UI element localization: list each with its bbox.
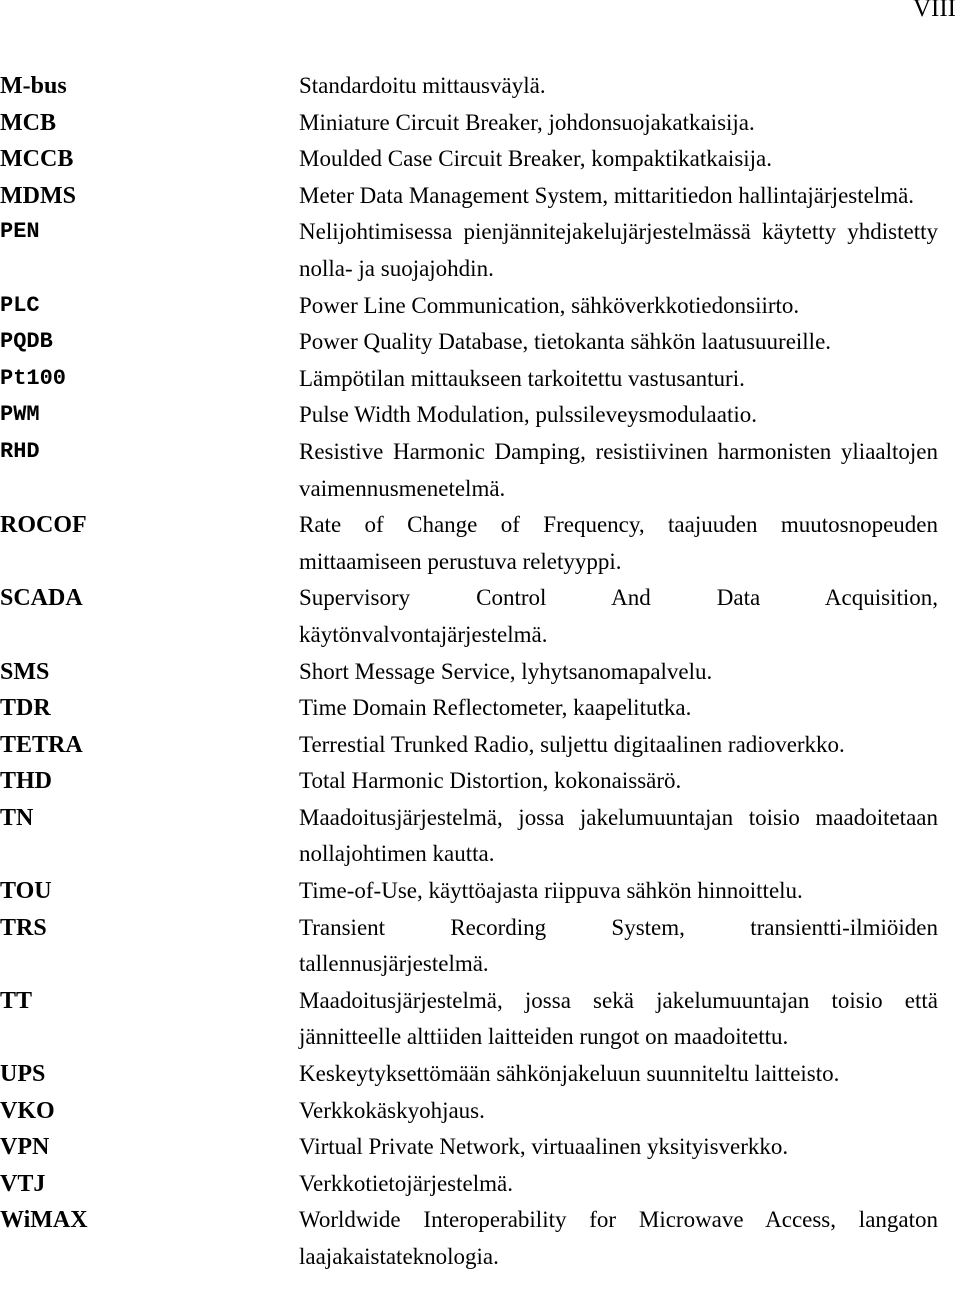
abbreviation-term: SMS <box>0 658 50 685</box>
abbreviation-definition: Total Harmonic Distortion, kokonaissärö. <box>299 768 682 794</box>
abbreviation-definition: Nelijohtimisessa pienjännitejakelujärjestelmässä käytetty yhdistetty nolla- ja suojajohdin. <box>299 219 938 281</box>
abbreviation-entry <box>0 434 938 507</box>
abbreviation-definition: Rate of Change of Frequency, taajuuden muutosnopeuden mittaamiseen perustuva reletyyppi. <box>299 512 938 574</box>
abbreviation-term: WiMAX <box>0 1207 88 1234</box>
abbreviation-entry <box>0 1093 938 1130</box>
abbreviation-term: TOU <box>0 878 52 905</box>
abbreviation-definition: Verkkotietojärjestelmä. <box>299 1170 513 1196</box>
abbreviation-definition: Terrestial Trunked Radio, suljettu digitaalinen radioverkko. <box>299 731 845 757</box>
abbreviation-term: MCB <box>0 109 56 136</box>
abbreviation-definition: Worldwide Interoperability for Microwave Access, langaton laajakaistateknologia. <box>299 1207 938 1269</box>
abbreviation-entry <box>0 141 938 178</box>
abbreviation-entry <box>0 397 938 434</box>
abbreviation-term: PQDB <box>0 329 53 355</box>
abbreviation-entry <box>0 983 938 1056</box>
abbreviation-definition: Miniature Circuit Breaker, johdonsuojakatkaisija. <box>299 109 755 135</box>
abbreviation-definition: Virtual Private Network, virtuaalinen yksityisverkko. <box>299 1134 789 1160</box>
abbreviation-term: MDMS <box>0 182 76 209</box>
abbreviation-definition: Time-of-Use, käyttöajasta riippuva sähkön hinnoittelu. <box>299 878 803 904</box>
abbreviation-term: UPS <box>0 1061 46 1088</box>
abbreviation-entry <box>0 507 938 580</box>
abbreviation-definition: Verkkokäskyohjaus. <box>299 1097 485 1123</box>
abbreviation-entry <box>0 324 938 361</box>
abbreviation-entry <box>0 690 938 727</box>
abbreviation-entry <box>0 654 938 691</box>
abbreviation-entry <box>0 580 938 653</box>
abbreviation-definition: Supervisory Control And Data Acquisition, käytönvalvontajärjestelmä. <box>299 585 938 647</box>
abbreviation-term: PWM <box>0 402 40 428</box>
abbreviation-definition: Short Message Service, lyhytsanomapalvelu. <box>299 658 713 684</box>
abbreviation-entry <box>0 361 938 398</box>
abbreviation-entry <box>0 800 938 873</box>
abbreviation-term: M-bus <box>0 73 67 99</box>
abbreviation-definition: Resistive Harmonic Damping, resistiivinen harmonisten yliaaltojen vaimennusmenetelmä. <box>299 438 938 501</box>
abbreviation-definition: Meter Data Management System, mittaritiedon hallintajärjestelmä. <box>299 182 915 208</box>
abbreviation-term: Pt100 <box>0 365 67 391</box>
abbreviation-entry <box>0 1129 938 1166</box>
abbreviation-definition: Maadoitusjärjestelmä, jossa sekä jakelumuuntajan toisio että jännitteelle alttiiden laitteiden rungot on maadoitettu. <box>299 987 938 1050</box>
abbreviation-list <box>0 68 938 1276</box>
abbreviation-definition: Pulse Width Modulation, pulssileveysmodulaatio. <box>299 402 757 428</box>
abbreviation-entry <box>0 1202 938 1275</box>
abbreviation-entry <box>0 214 938 287</box>
abbreviation-term: TETRA <box>0 731 83 758</box>
page-number: VIII <box>912 0 956 22</box>
abbreviation-term: TRS <box>0 914 47 941</box>
abbreviation-term: PLC <box>0 292 40 318</box>
abbreviation-term: TN <box>0 804 34 831</box>
abbreviation-term: VPN <box>0 1134 50 1161</box>
abbreviation-definition: Power Quality Database, tietokanta sähkön laatusuureille. <box>299 329 832 355</box>
abbreviation-entry <box>0 68 938 105</box>
abbreviation-definition: Standardoitu mittausväylä. <box>299 73 546 98</box>
abbreviation-entry <box>0 1166 938 1203</box>
abbreviation-definition: Transient Recording System, transientti-ilmiöiden tallennusjärjestelmä. <box>299 914 938 977</box>
abbreviation-entry <box>0 873 938 910</box>
abbreviation-entry <box>0 288 938 325</box>
abbreviation-term: VTJ <box>0 1170 46 1197</box>
abbreviation-term: TT <box>0 987 33 1014</box>
abbreviation-definition: Maadoitusjärjestelmä, jossa jakelumuuntajan toisio maadoitetaan nollajohtimen kautta. <box>299 804 938 867</box>
abbreviation-definition: Lämpötilan mittaukseen tarkoitettu vastusanturi. <box>299 365 745 391</box>
abbreviation-entry <box>0 910 938 983</box>
abbreviation-entry <box>0 763 938 800</box>
abbreviation-term: VKO <box>0 1097 55 1124</box>
abbreviation-definition: Time Domain Reflectometer, kaapelitutka. <box>299 695 692 721</box>
abbreviation-definition: Keskeytyksettömään sähkönjakeluun suunniteltu laitteisto. <box>299 1061 840 1087</box>
abbreviation-term: TDR <box>0 695 51 722</box>
abbreviation-definition: Moulded Case Circuit Breaker, kompaktikatkaisija. <box>299 146 773 172</box>
abbreviation-term: RHD <box>0 438 40 464</box>
abbreviation-term: SCADA <box>0 585 83 612</box>
abbreviation-entry <box>0 1056 938 1093</box>
abbreviation-entry <box>0 105 938 142</box>
abbreviation-entry <box>0 178 938 215</box>
abbreviation-term: THD <box>0 768 53 795</box>
abbreviation-entry <box>0 727 938 764</box>
abbreviation-term: PEN <box>0 219 40 245</box>
abbreviation-definition: Power Line Communication, sähköverkkotiedonsiirto. <box>299 292 800 318</box>
abbreviation-term: MCCB <box>0 146 74 173</box>
abbreviation-term: ROCOF <box>0 512 87 539</box>
